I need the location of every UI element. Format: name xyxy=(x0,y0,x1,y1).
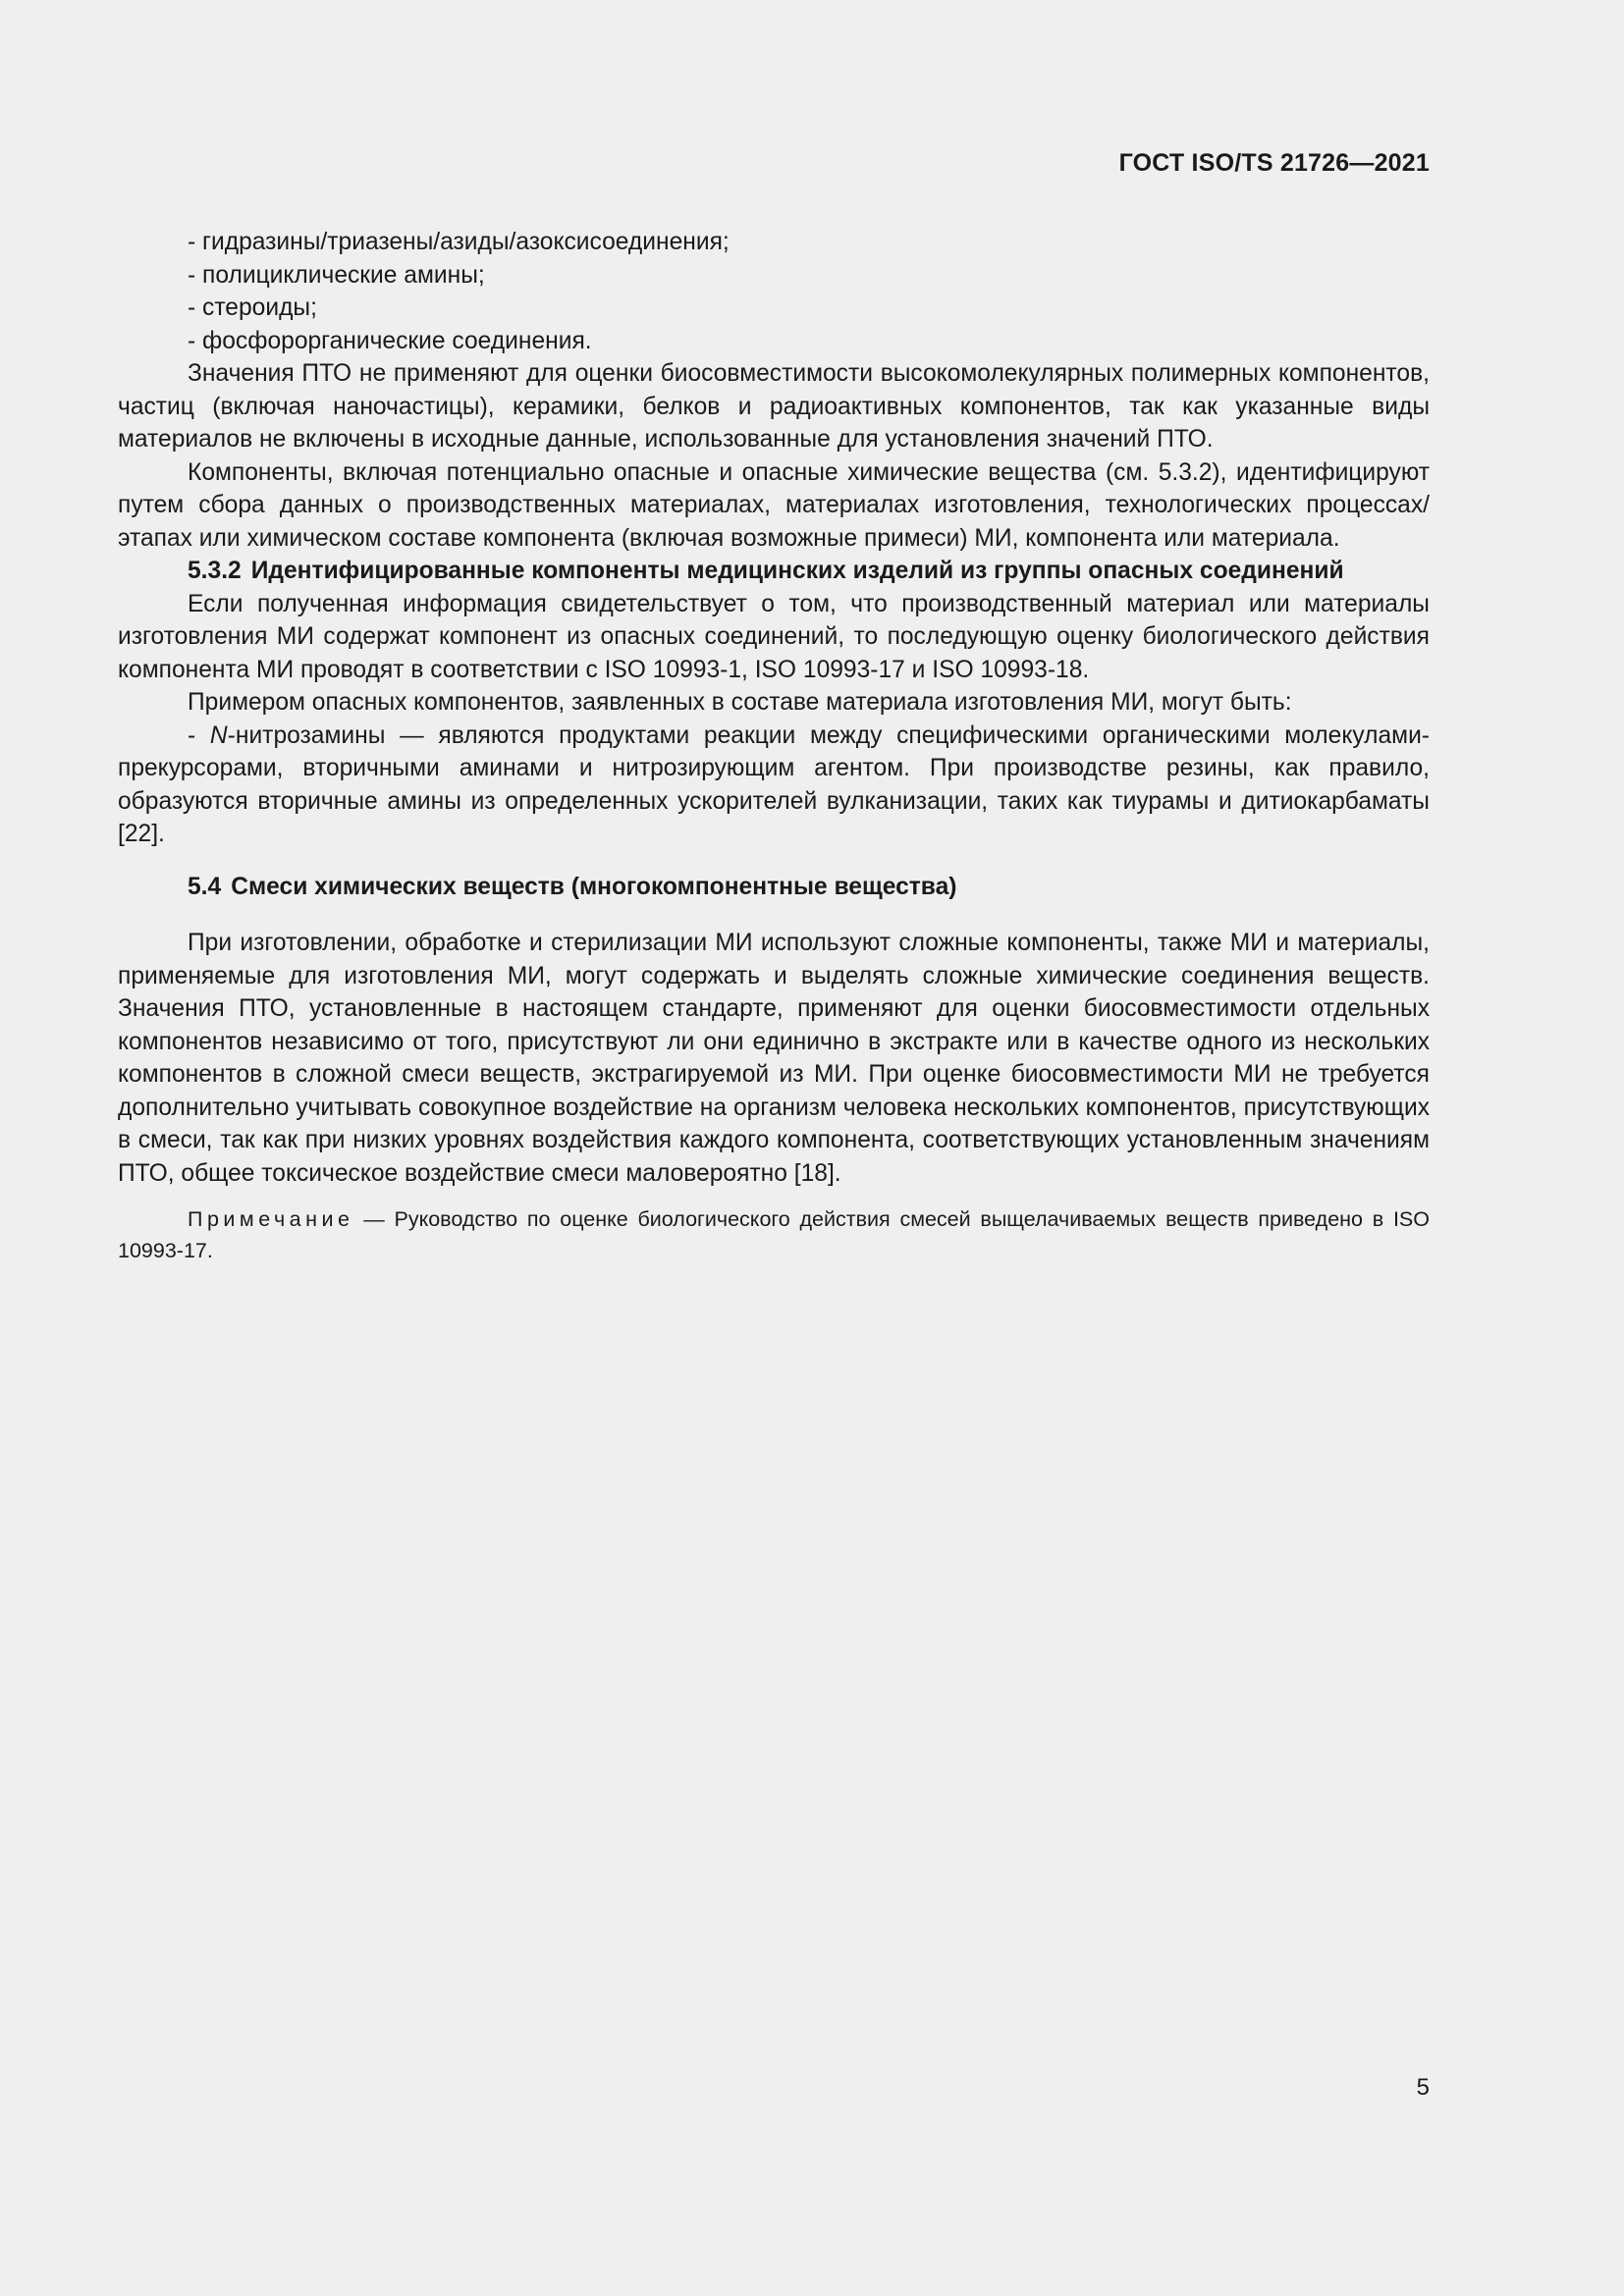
heading-number: 5.4 xyxy=(188,873,222,900)
paragraph-pto-limits: Значения ПТО не применяют для оценки биосовместимости высокомолекулярных полимерных компонентов, частиц (включая наночастицы), керамики, белков и радиоактивных компонентов, так как указанные виды материалов не включены в исходные данные, использованные для установления значений ПТО. xyxy=(118,360,1430,453)
heading-number: 5.3.2 xyxy=(188,558,242,584)
heading-5-3-2 xyxy=(118,555,1430,588)
heading-5-4 xyxy=(118,871,1430,904)
page-number: 5 xyxy=(1416,2074,1430,2101)
nitrosamines-prefix: - xyxy=(188,721,210,749)
list-item: - полициклические амины; xyxy=(188,261,485,289)
heading-text: Идентифицированные компоненты медицинских изделий из группы опасных соединений xyxy=(250,558,1344,584)
paragraph-nitrosamines xyxy=(118,720,1430,851)
list-item: - стероиды; xyxy=(188,294,317,321)
document-header: ГОСТ ISO/TS 21726—2021 xyxy=(1118,149,1430,177)
document-body xyxy=(118,226,1430,1266)
paragraph-hazardous-info: Если полученная информация свидетельствует о том, что производственный материал или материалы изготовления МИ содержат компонент из опасных соединений, то последующую оценку биологического действия компонента МИ проводят в соответствии с ISO 10993-1, ISO 10993-17 и ISO 10993-18. xyxy=(118,590,1430,683)
paragraph-hazardous-examples: Примером опасных компонентов, заявленных в составе материала изготовления МИ, могут быть: xyxy=(188,689,1292,716)
heading-text: Смеси химических веществ (многокомпонентные вещества) xyxy=(231,873,957,900)
note-paragraph xyxy=(118,1203,1430,1266)
paragraph-mixtures: При изготовлении, обработке и стерилизации МИ используют сложные компоненты, также МИ и материалы, применяемые для изготовления МИ, могут содержать и выделять сложные химические соединения веществ. Значения ПТО, установленные в настоящем стандарте, применяют для оценки биосовместимости отдельных компонентов независимо от того, присутствуют ли они единично в экстракте или в качестве одного из нескольких компонентов в сложной смеси веществ, экстрагируемой из МИ. При оценке биосовместимости МИ не требуется дополнительно учитывать совокупное воздействие на организм человека нескольких компонентов, присутствующих в смеси, так как при низких уровнях воздействия каждого компонента, соответствующих установленным значениям ПТО, общее токсическое воздействие смеси маловероятно [18]. xyxy=(118,930,1430,1187)
nitrosamines-italic-n: N xyxy=(209,721,228,749)
note-text: — Руководство по оценке биологического действия смесей выщелачиваемых веществ приведено в ISO 10993-17. xyxy=(118,1207,1430,1262)
note-label: Примечание xyxy=(188,1207,354,1231)
paragraph-components-identification: Компоненты, включая потенциально опасные и опасные химические вещества (см. 5.3.2), идентифицируют путем сбора данных о производственных материалах, материалах изготовления, технологических процессах/этапах или химическом составе компонента (включая возможные примеси) МИ, компонента или материала. xyxy=(118,458,1430,552)
nitrosamines-text: -нитрозамины — являются продуктами реакции между специфическими органическими молекулами-прекурсорами, вторичными аминами и нитрозирующим агентом. При производстве резины, как правило, образуются вторичные амины из определенных ускорителей вулканизации, таких как тиурамы и дитиокарбаматы [22]. xyxy=(118,721,1430,847)
list-item: - гидразины/триазены/азиды/азоксисоединения; xyxy=(188,229,730,255)
list-item: - фосфорорганические соединения. xyxy=(188,327,592,354)
